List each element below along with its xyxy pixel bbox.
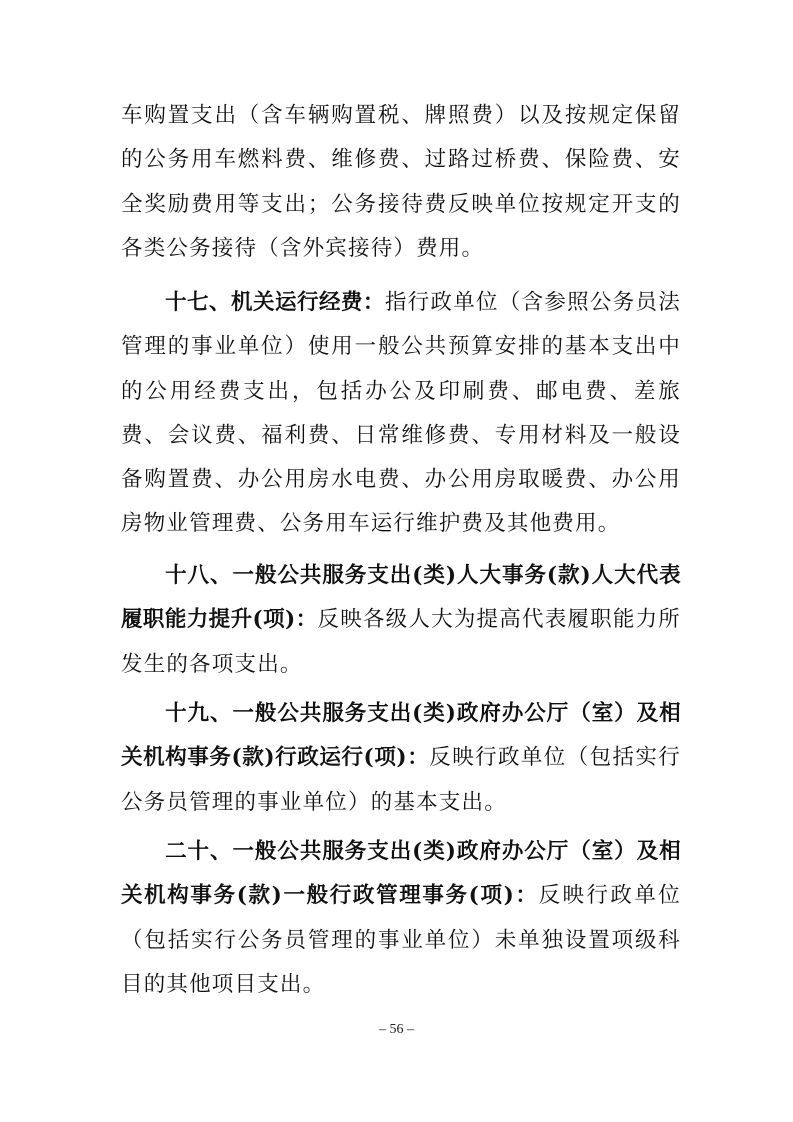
section-heading-19: 十九、一般公共服务支出(类)政府办公厅（室）及相关机构事务(款)行政运行(项)： <box>121 701 681 771</box>
paragraph-body: 反映行政单位（包括实行公务员管理的事业单位）未单独设置项级科目的其他项目支出。 <box>121 883 681 997</box>
paragraph-body: 反映各级人大为提高代表履职能力所发生的各项支出。 <box>121 607 681 677</box>
paragraph-body: 车购置支出（含车辆购置税、牌照费）以及按规定保留的公务用车燃料费、维修费、过路过桥费、保险费、安全奖励费用等支出；公务接待费反映单位按规定开支的各类公务接待（含外宾接待）费用。 <box>121 103 681 261</box>
section-heading-20: 二十、一般公共服务支出(类)政府办公厅（室）及相关机构事务(款)一般行政管理事务(项)： <box>121 839 681 909</box>
paragraph-18-npc-deputy-capacity <box>121 554 681 687</box>
section-heading-18: 十八、一般公共服务支出(类)人大事务(款)人大代表履职能力提升(项)： <box>121 563 681 633</box>
section-heading-17: 十七、机关运行经费： <box>165 290 385 315</box>
paragraph-19-administrative-operation <box>121 692 681 825</box>
paragraph-vehicle-expenses-continued <box>121 94 681 271</box>
page-number: – 56 – <box>379 1022 414 1037</box>
paragraph-17-office-operating-funds <box>121 281 681 547</box>
paragraph-body: 反映行政单位（包括实行公务员管理的事业单位）的基本支出。 <box>121 745 681 815</box>
paragraph-body: 指行政单位（含参照公务员法管理的事业单位）使用一般公共预算安排的基本支出中的公用经费支出，包括办公及印刷费、邮电费、差旅费、会议费、福利费、日常维修费、专用材料及一般设备购置费、办公用房水电费、办公用房取暖费、办公用房物业管理费、公务用车运行维护费及其他费用。 <box>121 290 681 537</box>
paragraph-20-general-administrative-affairs <box>121 830 681 1007</box>
